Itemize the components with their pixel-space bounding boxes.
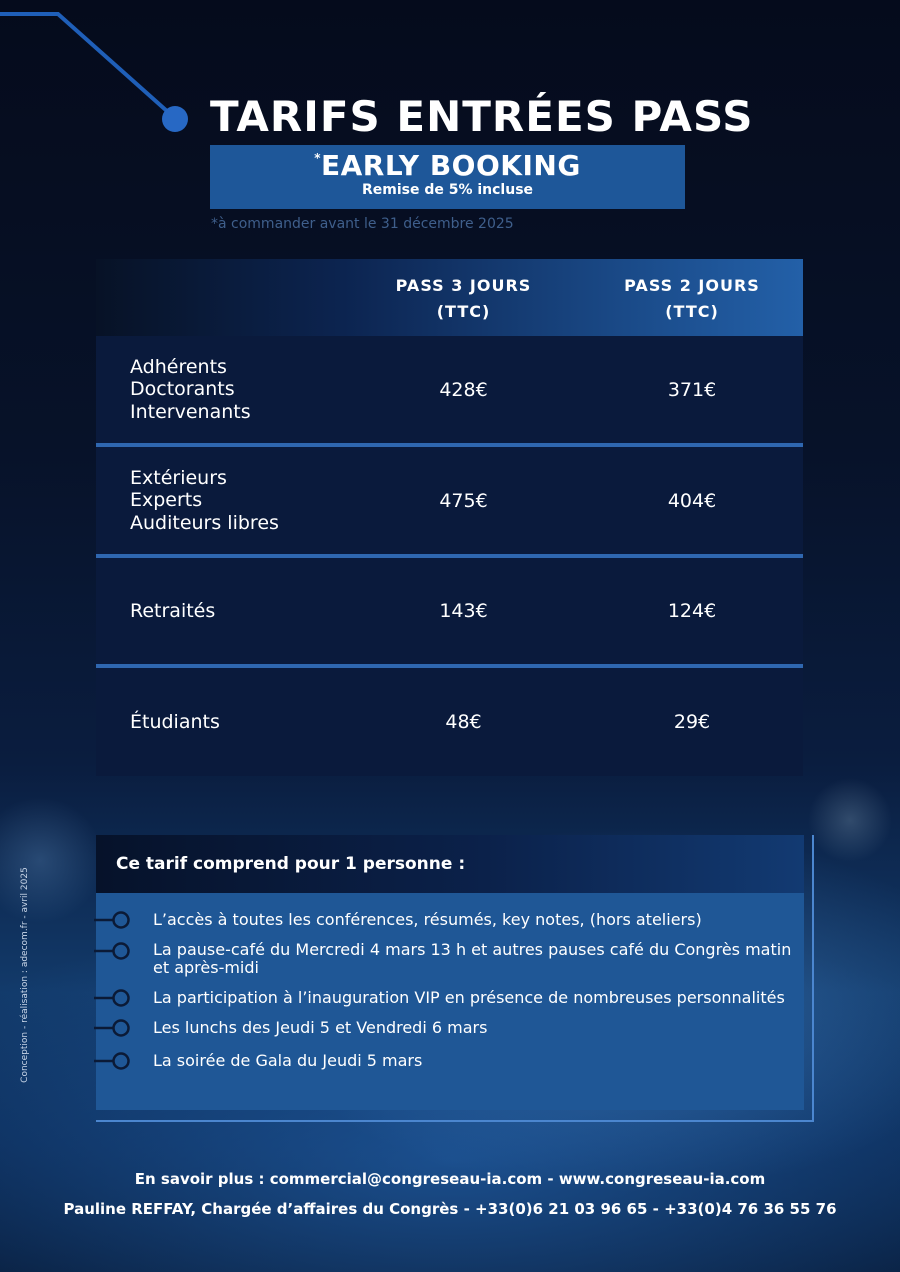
price-pass-3-jours: 428€ [439, 378, 488, 401]
price-pass-3-jours: 143€ [439, 600, 488, 622]
price-pass-2-jours: 124€ [667, 600, 717, 622]
page-title: TARIFS ENTRÉES PASS [210, 92, 754, 141]
price-table-header [96, 259, 803, 336]
price-table [96, 259, 803, 776]
row-categories: Extérieurs Experts Auditeurs libres [130, 466, 279, 534]
price-pass-2-jours: 404€ [667, 489, 717, 512]
includes-box [96, 835, 804, 1110]
table-row [96, 447, 803, 558]
list-item: La soirée de Gala du Jeudi 5 mars [96, 1052, 804, 1070]
booking-asterisk: * [314, 151, 321, 165]
price-pass-3-jours: 48€ [445, 711, 482, 733]
price-pass-3-jours: 475€ [439, 489, 488, 512]
early-booking-subtitle: Remise de 5% incluse [361, 182, 534, 198]
list-item: La pause-café du Mercredi 4 mars 13 h et autres pauses café du Congrès matin et après-midi [96, 941, 804, 977]
list-item: Les lunchs des Jeudi 5 et Vendredi 6 mars [96, 1019, 804, 1037]
column-header-pass-2-jours: PASS 2 JOURS (TTC) [624, 276, 760, 321]
row-categories: Retraités [130, 599, 216, 622]
connector-dot [162, 106, 188, 132]
row-categories: Étudiants [130, 710, 220, 733]
early-booking-title: *EARLY BOOKING [314, 149, 581, 182]
circle-bullet-icon [94, 911, 130, 929]
price-pass-2-jours: 371€ [667, 378, 717, 401]
table-row [96, 558, 803, 668]
order-deadline-note: *à commander avant le 31 décembre 2025 [211, 216, 514, 232]
circle-bullet-icon [94, 1052, 130, 1070]
decorative-connector-line [0, 0, 230, 150]
list-item: La participation à l’inauguration VIP en présence de nombreuses personnalités [96, 989, 804, 1007]
includes-list [96, 911, 804, 1070]
price-pass-2-jours: 29€ [673, 711, 711, 733]
circle-bullet-icon [94, 1019, 130, 1037]
list-item: L’accès à toutes les conférences, résumés, key notes, (hors ateliers) [96, 911, 804, 929]
footer-contact-links: En savoir plus : commercial@congreseau-ia.com - www.congreseau-ia.com [134, 1170, 766, 1188]
includes-heading: Ce tarif comprend pour 1 personne : [96, 835, 804, 893]
table-row [96, 336, 803, 447]
circle-bullet-icon [94, 989, 130, 1007]
early-booking-banner [210, 145, 685, 209]
design-credit: Conception - réalisation : adecom.fr - avril 2025 [20, 867, 30, 1083]
table-row [96, 668, 803, 776]
column-header-pass-3-jours: PASS 3 JOURS (TTC) [395, 276, 532, 321]
footer-contact-person: Pauline REFFAY, Chargée d’affaires du Congrès - +33(0)6 21 03 96 65 - +33(0)4 76 36 55 76 [63, 1200, 837, 1218]
row-categories: Adhérents Doctorants Intervenants [130, 355, 251, 423]
circle-bullet-icon [94, 942, 130, 960]
